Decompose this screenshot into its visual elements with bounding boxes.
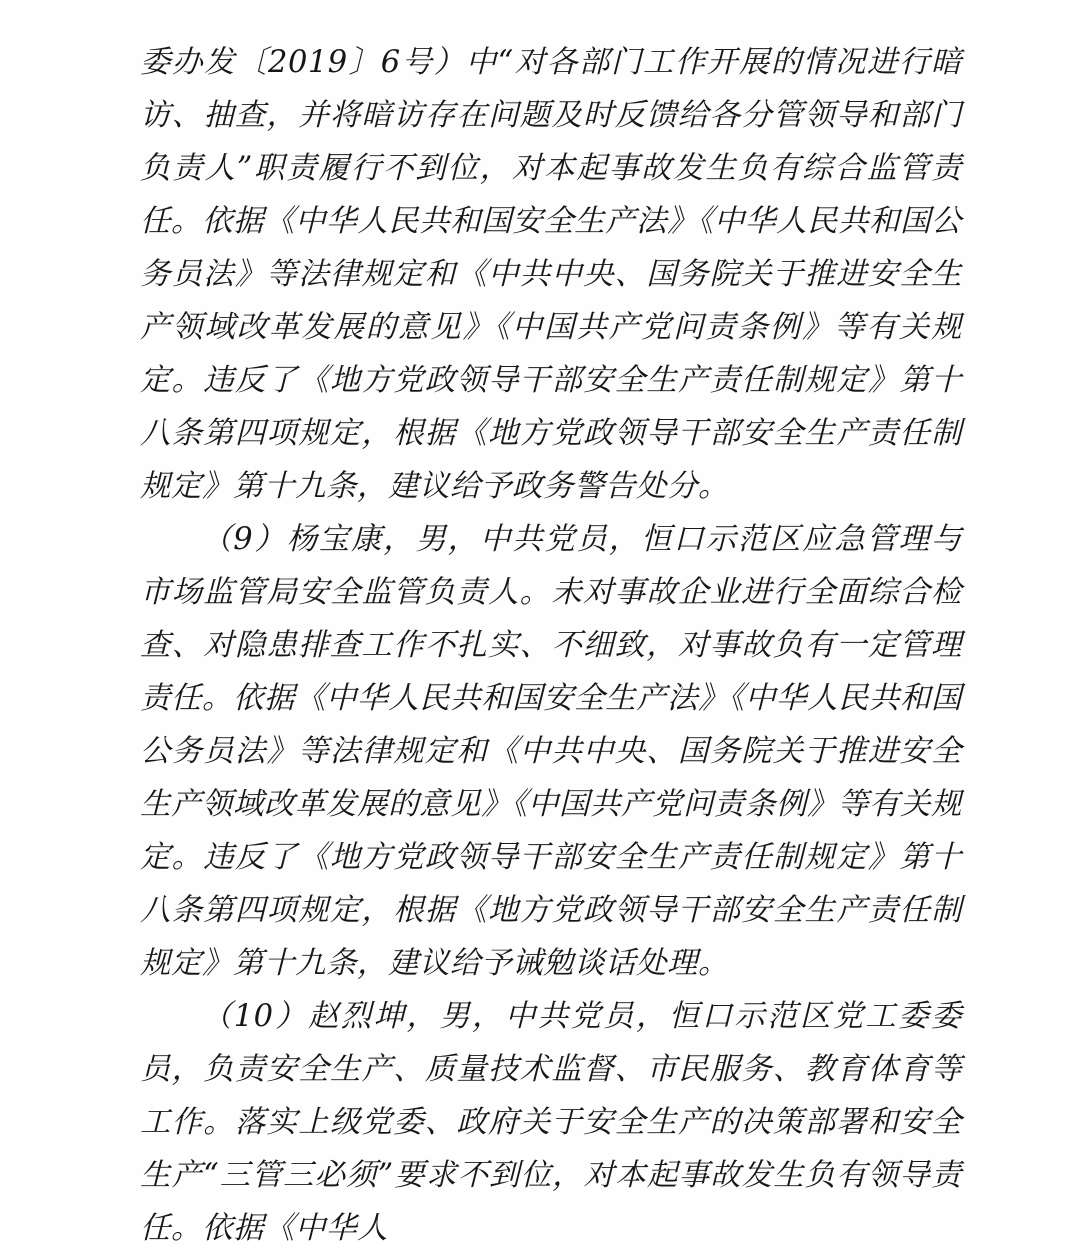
paragraph-item-9: （9）杨宝康，男，中共党员，恒口示范区应急管理与市场监管局安全监管负责人。未对事故企业进行全面综合检查、对隐患排查工作不扎实、不细致，对事故负有一定管理责任。依据《中华人民共和国安全生产法》《中华人民共和国公务员法》等法律规定和《中共中央、国务院关于推进安全生产领域改革发展的意见》《中国共产党问责条例》等有关规定。违反了《地方党政领导干部安全生产责任制规定》第十八条第四项规定，根据《地方党政领导干部安全生产责任制规定》第十九条，建议给予诫勉谈话处理。 <box>140 522 962 981</box>
paragraph-continuation: 委办发〔2019〕6号）中“对各部门工作开展的情况进行暗访、抽查，并将暗访存在问题及时反馈给各分管领导和部门负责人”职责履行不到位，对本起事故发生负有综合监管责任。依据《中华人民共和国安全生产法》《中华人民共和国公务员法》等法律规定和《中共中央、国务院关于推进安全生产领域改革发展的意见》《中国共产党问责条例》等有关规定。违反了《地方党政领导干部安全生产责任制规定》第十八条第四项规定，根据《地方党政领导干部安全生产责任制规定》第十九条，建议给予政务警告处分。 <box>140 45 962 504</box>
paragraph-item-10: （10）赵烈坤，男，中共党员，恒口示范区党工委委员，负责安全生产、质量技术监督、市民服务、教育体育等工作。落实上级党委、政府关于安全生产的决策部署和安全生产“三管三必须”要求不到位，对本起事故发生负有领导责任。依据《中华人 <box>140 999 962 1246</box>
document-body <box>140 36 962 1255</box>
